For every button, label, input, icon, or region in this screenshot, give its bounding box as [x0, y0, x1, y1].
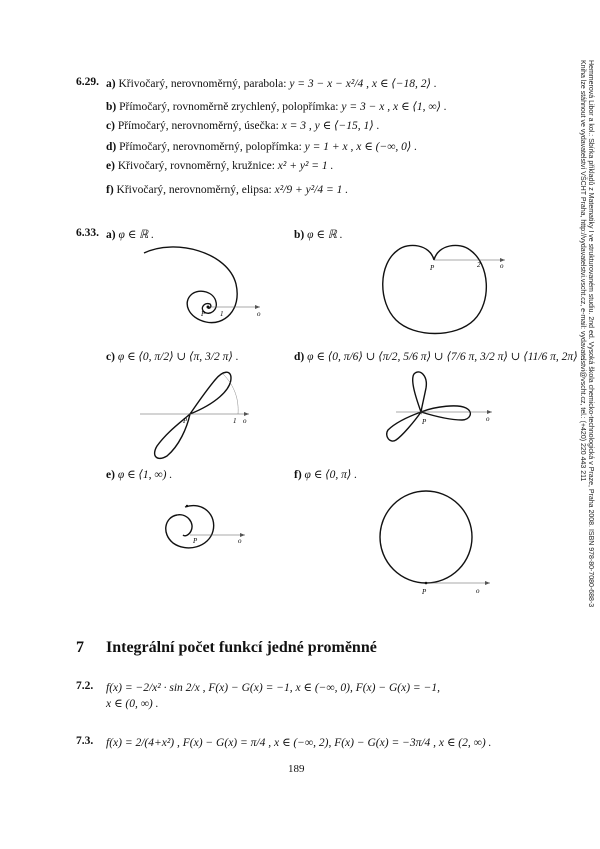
ex633-part-e	[106, 467, 172, 481]
part-label: c)	[106, 351, 115, 363]
item-math: x² + y² = 1 .	[277, 160, 334, 172]
part-text: φ ∈ ⟨0, π/6⟩ ∪ ⟨π/2, 5/6 π⟩ ∪ ⟨7/6 π, 3/2 π⟩ ∪ ⟨11/6 π, 2π⟩ .	[307, 351, 584, 363]
pole-label: P	[430, 264, 435, 272]
ex633-part-b	[294, 227, 343, 241]
axis-label: o	[486, 415, 490, 423]
ex629-item-b	[106, 99, 447, 113]
axis-label: o	[500, 262, 504, 270]
ex633-part-c	[106, 349, 239, 363]
spiral-start-point	[186, 505, 188, 507]
part-text: φ ∈ ℝ .	[307, 229, 343, 241]
curve-upper-lobe	[190, 372, 231, 414]
sidebar-citation	[580, 60, 594, 760]
axis-arrow	[255, 305, 260, 309]
ex629-item-c	[106, 118, 379, 132]
ex73-number: 7.3.	[76, 735, 94, 747]
figure-c-curve	[135, 366, 255, 466]
item-text: Přímočarý, rovnoměrně zrychlený, polopřímka:	[119, 101, 339, 113]
pole-point	[207, 306, 210, 309]
part-text: φ ∈ ⟨0, π⟩ .	[304, 469, 358, 481]
spiral-curve	[166, 506, 214, 548]
item-text: Křivočarý, nerovnoměrný, elipsa:	[116, 184, 272, 196]
part-text: φ ∈ ⟨1, ∞) .	[117, 469, 173, 481]
item-label: c)	[106, 120, 115, 132]
item-text: Přímočarý, nerovnoměrný, úsečka:	[117, 120, 279, 132]
ex72-number: 7.2.	[76, 680, 94, 692]
item-label: a)	[106, 78, 116, 90]
axis-arrow	[485, 581, 490, 585]
ex633-part-f	[294, 467, 357, 481]
chapter-number: 7	[76, 639, 84, 656]
part-label: d)	[294, 351, 305, 363]
item-label: f)	[106, 184, 114, 196]
item-label: d)	[106, 141, 117, 153]
pole-label: P	[422, 588, 427, 596]
item-math: x = 3 , y ∈ ⟨−15, 1⟩ .	[281, 120, 380, 132]
part-text: φ ∈ ⟨0, π/2⟩ ∪ ⟨π, 3/2 π⟩ .	[117, 351, 239, 363]
ex629-number: 6.29.	[76, 76, 99, 88]
rose-petal-right	[421, 406, 470, 420]
chapter-heading	[76, 639, 377, 657]
ex629-item-e	[106, 160, 333, 172]
ex633-part-d	[294, 349, 583, 363]
axis-arrow	[487, 410, 492, 414]
pole-point	[425, 582, 428, 585]
page-number: 189	[288, 763, 305, 775]
item-math: y = 3 − x , x ∈ ⟨1, ∞⟩ .	[341, 101, 447, 113]
citation-line-1: Hemmerová Libor a kol.: Sbírka příkladů z Matematiky I ve strukturovaném studiu. 2nd ed. Vysoká škola chemicko-technologická v Praze, Praha 2008. ISBN 978-80-7080-688-3	[587, 60, 594, 608]
ex629-item-d	[106, 139, 417, 153]
item-math: y = 3 − x − x²/4 , x ∈ ⟨−18, 2⟩ .	[289, 78, 437, 90]
part-text: φ ∈ ℝ .	[118, 229, 154, 241]
tick-label-one: 1	[220, 310, 224, 318]
figure-d-rose	[366, 366, 506, 466]
axis-label: o	[238, 537, 242, 545]
part-label: e)	[106, 469, 115, 481]
ex72-line-2: x ∈ (0, ∞) .	[106, 698, 159, 710]
rose-petal-lower	[387, 412, 421, 441]
part-label: f)	[294, 469, 302, 481]
tick-label-two: 2	[477, 261, 481, 269]
figure-f-circle	[370, 490, 510, 600]
circle-curve	[380, 491, 472, 583]
item-math: y = 1 + x , x ∈ (−∞, 0⟩ .	[304, 141, 418, 153]
item-text: Křivočarý, nerovnoměrný, parabola:	[118, 78, 287, 90]
item-label: e)	[106, 160, 115, 172]
chapter-title: Integrální počet funkcí jedné proměnné	[106, 639, 377, 656]
part-label: b)	[294, 229, 305, 241]
figure-b-cardioid	[360, 232, 520, 352]
ex73-line-1: f(x) = 2/(4+x²) , F(x) − G(x) = π/4 , x ∈ (−∞, 2), F(x) − G(x) = −3π/4 , x ∈ (2, ∞) .	[106, 737, 492, 749]
ex629-item-a	[106, 76, 437, 90]
axis-label: o	[243, 417, 247, 425]
ex72-line-1: f(x) = −2/x² · sin 2/x , F(x) − G(x) = −1, x ∈ (−∞, 0), F(x) − G(x) = −1,	[106, 682, 440, 694]
ex629-item-f	[106, 184, 348, 196]
pole-label: P	[183, 417, 188, 425]
item-text: Křivočarý, rovnoměrný, kružnice:	[117, 160, 275, 172]
figure-a-spiral	[120, 240, 270, 330]
citation-line-2: Kniha lze stáhnout ve vydavatelství VŠCHT Praha, http://vydavatelstvi.vscht.cz, e-mail: vydavatelstvi@vscht.cz, tel.: (+420) 220 443 211	[579, 60, 586, 482]
axis-label: o	[476, 587, 480, 595]
axis-label: o	[257, 310, 261, 318]
item-math: x²/9 + y²/4 = 1 .	[274, 184, 349, 196]
tick-label-one: 1	[233, 417, 237, 425]
pole-label: P	[422, 418, 427, 426]
item-label: b)	[106, 101, 117, 113]
cardioid-curve	[383, 245, 487, 333]
ex633-part-a	[106, 227, 154, 241]
pole-label: P	[201, 310, 206, 318]
pole-label: P	[193, 537, 198, 545]
figure-e-spiral	[145, 493, 255, 563]
item-text: Přímočarý, nerovnoměrný, polopřímka:	[119, 141, 302, 153]
part-label: a)	[106, 229, 116, 241]
ex633-number: 6.33.	[76, 227, 99, 239]
axis-arrow	[244, 412, 249, 416]
rose-petal-upper	[413, 372, 427, 412]
